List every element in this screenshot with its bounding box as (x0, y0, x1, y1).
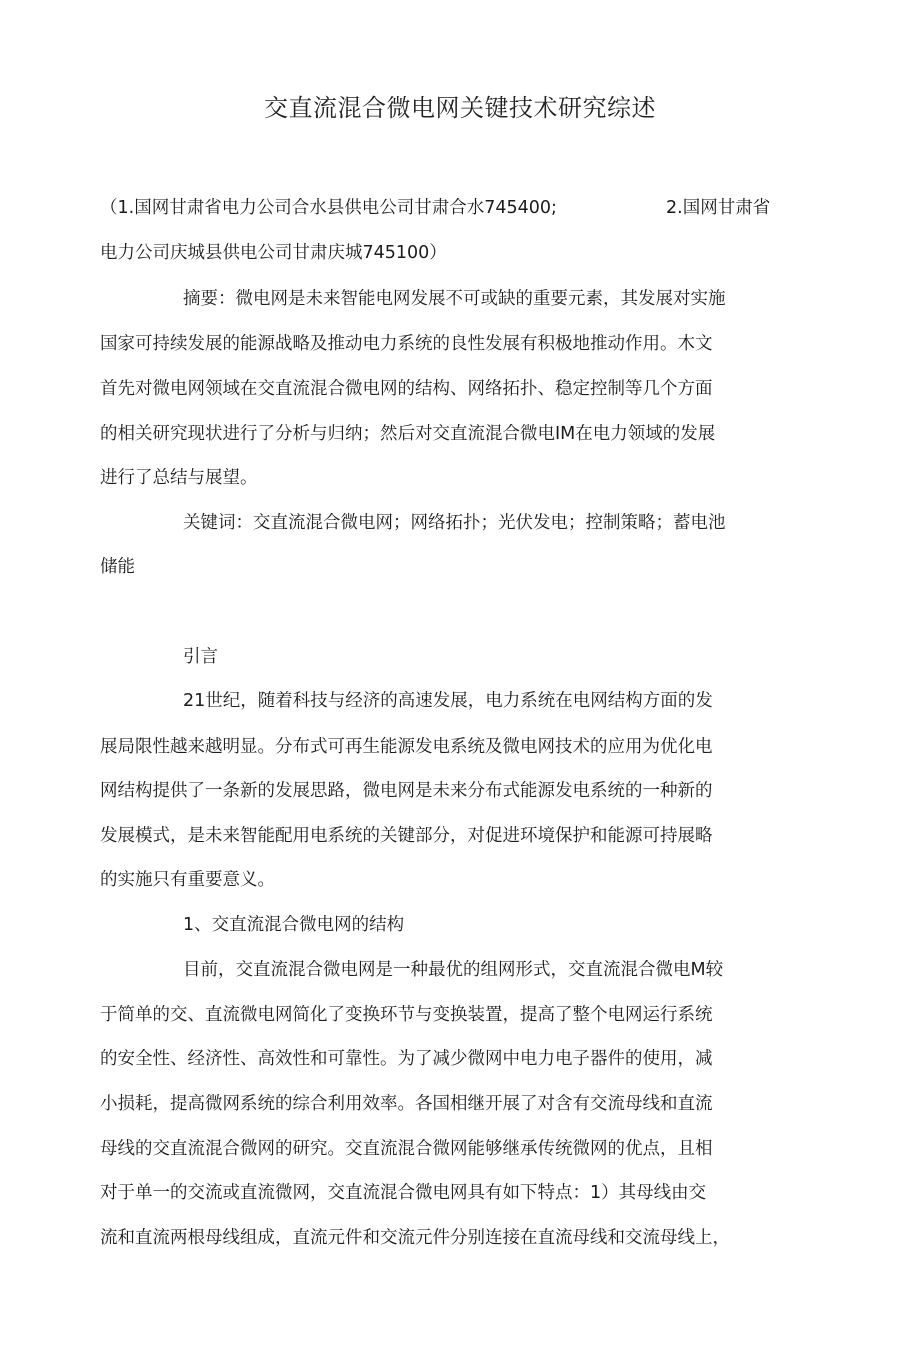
section-1-line: 母线的交直流混合微网的研究。交直流混合微网能够继承传统微网的优点，且相 (100, 1139, 713, 1159)
intro-heading: 引言 (183, 647, 218, 667)
abstract-line: 首先对微电网领域在交直流混合微电网的结构、网络拓扑、稳定控制等几个方面 (100, 379, 713, 399)
document-title: 交直流混合微电网关键技术研究综述 (264, 94, 656, 122)
abstract-line: 摘要：微电网是未来智能电网发展不可或缺的重要元素，其发展对实施 (183, 289, 726, 309)
affiliation-line-1-right: 2.国网甘肃省 (666, 198, 771, 218)
intro-line: 发展模式，是未来智能配用电系统的关键部分，对促进环境保护和能源可持展略 (100, 826, 713, 846)
intro-line: 21世纪，随着科技与经济的高速发展，电力系统在电网结构方面的发 (183, 691, 713, 711)
affiliation-line-2: 电力公司庆城县供电公司甘肃庆城745100） (100, 243, 447, 263)
intro-line: 的实施只有重要意义。 (100, 870, 275, 890)
abstract-line: 国家可持续发展的能源战略及推动电力系统的良性发展有积极地推动作用。木文 (100, 334, 713, 354)
keywords-line: 关键词：交直流混合微电网；网络拓扑；光伏发电；控制策略；蓄电池 (183, 513, 726, 533)
abstract-line: 进行了总结与展望。 (100, 468, 258, 488)
affiliation-line-1: （1.国网甘肃省电力公司合水县供电公司甘肃合水745400; (100, 198, 557, 218)
abstract-line: 的相关研究现状进行了分析与归纳；然后对交直流混合微电IM在电力领域的发展 (100, 424, 716, 444)
section-1-line: 小损耗，提高微网系统的综合利用效率。各国相继开展了对含有交流母线和直流 (100, 1094, 713, 1114)
keywords-line: 储能 (100, 557, 135, 577)
intro-line: 展局限性越来越明显。分布式可再生能源发电系统及微电网技术的应用为优化电 (100, 737, 713, 757)
section-1-line: 对于单一的交流或直流微网，交直流混合微电网具有如下特点：1）其母线由交 (100, 1183, 707, 1203)
section-1-line: 的安全性、经济性、高效性和可靠性。为了减少微网中电力电子器件的使用，减 (100, 1049, 713, 1069)
section-1-line: 目前，交直流混合微电网是一种最优的组网形式，交直流混合微电M较 (183, 960, 724, 980)
intro-line: 网结构提供了一条新的发展思路，微电网是未来分布式能源发电系统的一种新的 (100, 781, 713, 801)
section-1-line: 于简单的交、直流微电网简化了变换环节与变换装置，提高了整个电网运行系统 (100, 1005, 713, 1025)
section-1-line: 流和直流两根母线组成，直流元件和交流元件分别连接在直流母线和交流母线上， (100, 1228, 730, 1248)
section-1-heading: 1、交直流混合微电网的结构 (183, 915, 405, 935)
